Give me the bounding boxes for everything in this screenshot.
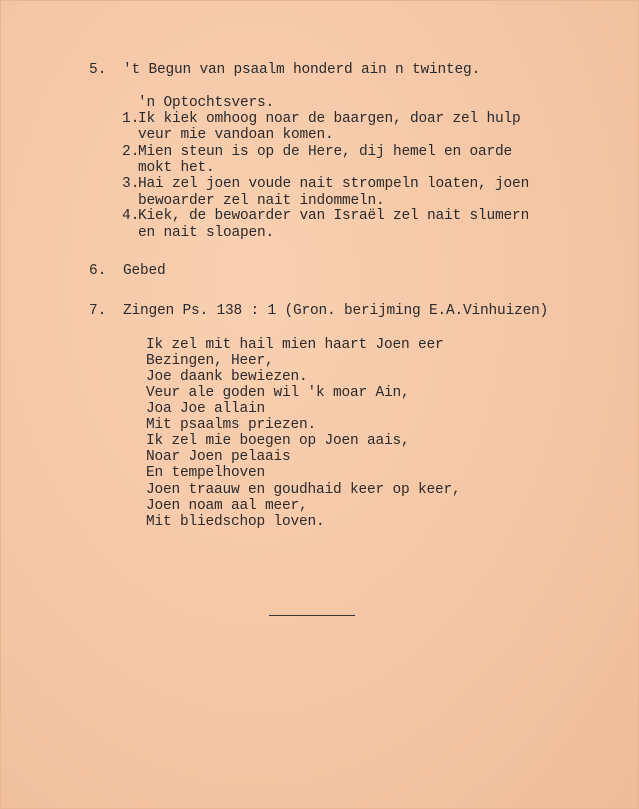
section-6-title: Gebed: [123, 263, 166, 279]
hymn-line-8: Noar Joen pelaais: [146, 449, 291, 465]
verse-2-line-2: mokt het.: [138, 160, 215, 176]
hymn-line-4: Veur ale goden wil 'k moar Ain,: [146, 385, 410, 401]
verse-4-number: 4.: [122, 208, 140, 224]
section-5-number: 5.: [89, 62, 107, 78]
verse-4-line-2: en nait sloapen.: [138, 225, 275, 241]
section-6-number: 6.: [89, 263, 107, 279]
hymn-line-1: Ik zel mit hail mien haart Joen eer: [146, 337, 444, 353]
section-5-subtitle: 'n Optochtsvers.: [138, 95, 275, 111]
verse-1-line-2: veur mie vandoan komen.: [138, 127, 334, 143]
hymn-line-2: Bezingen, Heer,: [146, 353, 274, 369]
section-7-title: Zingen Ps. 138 : 1 (Gron. berijming E.A.Vinhuizen): [123, 303, 549, 319]
verse-2-line-1: Mien steun is op de Here, dij hemel en oarde: [138, 144, 513, 160]
hymn-line-5: Joa Joe allain: [146, 401, 266, 417]
verse-4-line-1: Kiek, de bewoarder van Israël zel nait slumern: [138, 208, 530, 224]
hymn-line-11: Joen noam aal meer,: [146, 498, 308, 514]
verse-3-line-1: Hai zel joen voude nait strompeln loaten, joen: [138, 176, 530, 192]
verse-2-number: 2.: [122, 144, 140, 160]
hymn-line-3: Joe daank bewiezen.: [146, 369, 308, 385]
verse-3-line-2: bewoarder zel nait indommeln.: [138, 193, 385, 209]
closing-divider: [269, 615, 355, 616]
verse-3-number: 3.: [122, 176, 140, 192]
hymn-line-10: Joen traauw en goudhaid keer op keer,: [146, 482, 461, 498]
hymn-line-9: En tempelhoven: [146, 465, 266, 481]
verse-1-number: 1.: [122, 111, 140, 127]
section-5-title: 't Begun van psaalm honderd ain n twinteg.: [123, 62, 481, 78]
hymn-line-6: Mit psaalms priezen.: [146, 417, 317, 433]
verse-1-line-1: Ik kiek omhoog noar de baargen, doar zel hulp: [138, 111, 521, 127]
section-7-number: 7.: [89, 303, 107, 319]
hymn-line-7: Ik zel mie boegen op Joen aais,: [146, 433, 410, 449]
hymn-line-12: Mit bliedschop loven.: [146, 514, 325, 530]
